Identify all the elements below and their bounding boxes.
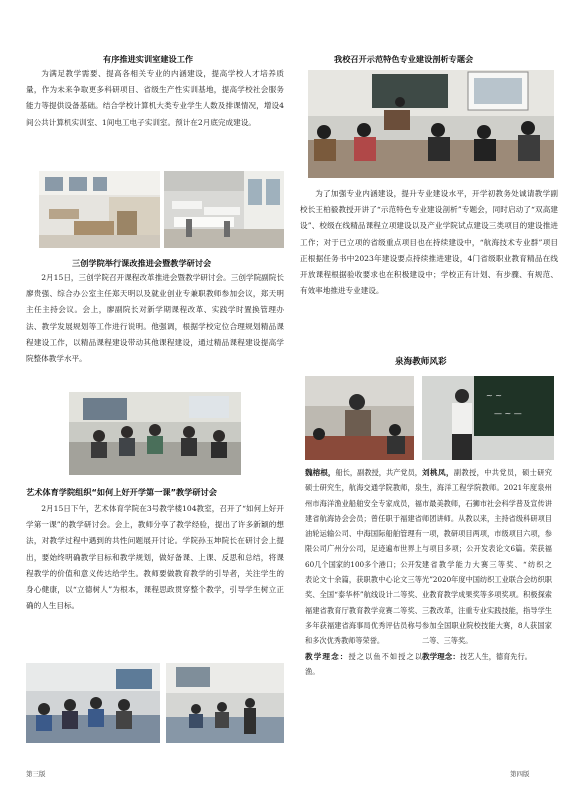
article-body-art-sports: 2月15日下午，艺术体育学院在3号教学楼104教室，召开了“如何上好开学第一课”的教学研讨会。会上，教师分享了教学经验，提出了许多新颖的想法，对教学过程中遇到的共性问题展开讨论。学院孙玉坤院长在研讨会上提出，要始终明确教学目标和教学规划，做好备课、上课、反思和总结，将课程教学的价值和意义传达给学生。教师要做教育教学的引导者，关注学生的身心健康，以“立德树人”为根本，课程思政贯穿整个教学，引导学生树立正确的人生目标。 xyxy=(26,504,284,611)
photo-teacher-liu xyxy=(422,376,554,460)
photo-art-sports-1 xyxy=(26,663,160,743)
page-number-left: 第三版 xyxy=(26,770,46,778)
teacher-bio-liu xyxy=(422,465,552,664)
teacher-name-liu: 刘桃凤， xyxy=(422,468,454,477)
article-body-training-rooms: 为满足教学需要、提高各相关专业的内涵建设，提高学校人才培养质量，作为未来争取更多科研项目、省级生产性实训基地，提高学校社会服务能力等提供设备基础。结合学校计算机大类专业学生人数及排课情况，增设4间公共计算机实训室、1间电工电子实训室。预计在2月底完成建设。 xyxy=(26,69,284,127)
article-title-demo-specialty: 我校召开示范特色专业建设剖析专题会 xyxy=(334,54,474,64)
teacher-bio-wei xyxy=(305,465,422,679)
teacher-motto-wei: 授之以鱼不如授之以渔。 xyxy=(305,651,422,676)
article-body-sanchuang: 2月15日，三创学院召开课程改革推进会暨教学研讨会。三创学院副院长廖贵强、综合办公室主任郑天明以及就业创业专兼职教师参加会议，郑天明主任主持会议。会上，廖副院长对新学期课程改革、实践学时置换管理办法、教学发展规划等工作进行说明。他强调，根据学校定位合理规划精品课程建设工作，以精品课程建设带动其他课程建设，通过精品课程建设提高学院整体教学水平。 xyxy=(26,273,284,364)
section-title-teacher-spotlight: 泉海教师风彩 xyxy=(395,357,447,367)
teacher-desc-wei: 船长，副教授，共产党员，硕士研究生，航海交通学院教师，泉州市海洋渔业船舶安全专家成员，福建省航海协会会员；曾任职于福建省油轮运输公司、中海国际船舶管理有限公司广州分公司，足迹遍布世界上60几个国家的100多个港口；公开发表论文十余篇，获职教中心论文三等奖、全国“泰华杯”航线设计二等奖、福建省教育厅教育教学竞赛二等奖、多年获福建省海事局优秀评估员称号和多次优秀教师等荣誉。 xyxy=(305,468,422,646)
article-title-sanchuang: 三创学院举行课改推进会暨教学研讨会 xyxy=(72,258,212,268)
photo-art-sports-2 xyxy=(166,663,284,743)
teacher-desc-liu: 副教授，中共党员，硕士研究生，海洋工程学院教师。2021年度泉州市最美教师，石狮市社会科学普及宣传讲师团讲师。从教以来，主持省级科研项目一项，教研项目两项，市级项目六项，参与项目多项；公开发表论文6篇。荣获福建省教学能力大赛三等奖、“纺织之光”2020年度中国纺织工业联合会纺织职业教育教学成果奖等多项奖项。积极探索三教改革，注重专业实践技能，指导学生参加全国职业院校技能大赛，8人获国家二等、三等奖。 xyxy=(422,468,552,646)
teacher-name-wei: 魏榕根， xyxy=(305,468,336,477)
article-body-demo-specialty: 为了加强专业内涵建设，提升专业建设水平，开学初教务处诚请教学副校长王柏毅教授开讲了“示范特色专业建设剖析”专题会，同时启动了“双高建设”、校级在线精品课程立项建设以及产业学院试点建设三类项目的建设推进工作；对于已立项的省级重点项目也在持续建设中，“航海技术专业群”项目正根据任务书中2023年建设要点持续推进建设，4门省级职业教育精品在线开放课程根据验收要求也在积极建设中；学校正有计划、有步骤、有规范、有效率地推进专业建设。 xyxy=(300,189,558,296)
svg-text:— ~ —: — ~ — xyxy=(494,409,522,418)
teacher-motto-label-liu: 教学理念： xyxy=(422,651,460,661)
photo-training-room-2 xyxy=(164,171,284,248)
photo-teacher-wei xyxy=(305,376,414,460)
article-title-training-rooms: 有序推进实训室建设工作 xyxy=(103,54,194,64)
photo-training-room-1 xyxy=(39,171,160,248)
teacher-motto-label-wei: 教学理念： xyxy=(305,651,349,661)
page-number-right: 第四版 xyxy=(510,770,530,778)
photo-demo-specialty-meeting xyxy=(308,70,554,178)
article-title-art-sports: 艺术体育学院组织“如何上好开学第一课”教学研讨会 xyxy=(26,487,217,497)
photo-sanchuang-meeting xyxy=(69,392,241,475)
teacher-motto-liu: 技艺人生，德育先行。 xyxy=(459,651,532,661)
svg-text:~ ~: ~ ~ xyxy=(486,391,502,400)
